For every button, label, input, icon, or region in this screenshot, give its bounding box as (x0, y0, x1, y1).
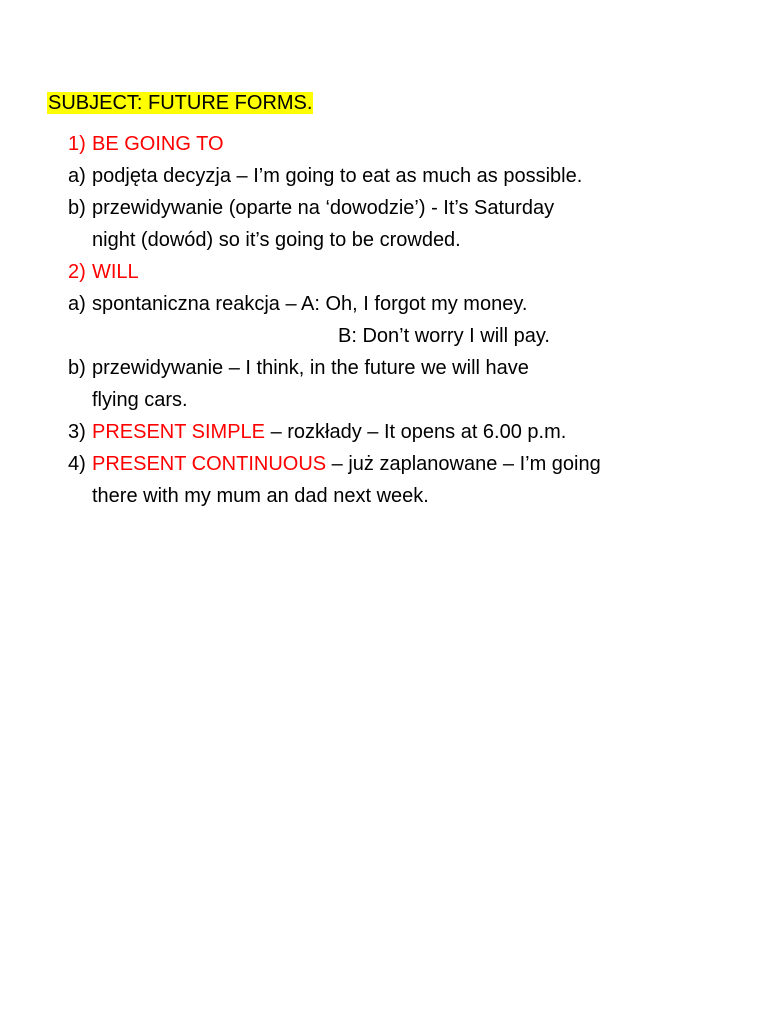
section-heading: BE GOING TO (92, 133, 224, 155)
list-item-will (68, 256, 708, 288)
item-text: przewidywanie (oparte na ‘dowodzie’) - It’s Saturday (92, 197, 555, 219)
item-text-continued: there with my mum an dad next week. (92, 485, 429, 507)
list-item-prediction-evidence (68, 192, 708, 256)
list-item-decision (68, 160, 708, 192)
list-marker: 4) (68, 453, 86, 475)
item-text: spontaniczna reakcja – A: Oh, I forgot my money. (92, 293, 528, 315)
section-heading: WILL (92, 261, 139, 283)
item-text-continued: B: Don’t worry I will pay. (338, 325, 550, 347)
list-marker: b) (68, 357, 86, 379)
list-marker: a) (68, 165, 86, 187)
item-text-continued: flying cars. (92, 389, 188, 411)
item-text-continued: night (dowód) so it’s going to be crowded. (92, 229, 461, 251)
item-text: przewidywanie – I think, in the future we will have (92, 357, 529, 379)
list-marker: b) (68, 197, 86, 219)
list-item-spontaneous (68, 288, 708, 352)
item-text: – rozkłady – It opens at 6.00 p.m. (265, 421, 567, 443)
title-highlight: SUBJECT: FUTURE FORMS. (48, 92, 313, 114)
list-item-present-simple (68, 416, 708, 448)
list-marker: 1) (68, 133, 86, 155)
item-text: – już zaplanowane – I’m going (326, 453, 601, 475)
section-heading: PRESENT SIMPLE (92, 421, 266, 443)
list-marker: 2) (68, 261, 86, 283)
list-item-be-going-to (68, 128, 708, 160)
list-item-present-continuous (68, 448, 708, 512)
list-marker: a) (68, 293, 86, 315)
section-heading: PRESENT CONTINUOUS (92, 453, 327, 475)
list-item-prediction (68, 352, 708, 416)
list-marker: 3) (68, 421, 86, 443)
item-text: podjęta decyzja – I’m going to eat as much as possible. (92, 165, 583, 187)
future-forms-list (68, 128, 708, 512)
document-title (46, 88, 314, 118)
